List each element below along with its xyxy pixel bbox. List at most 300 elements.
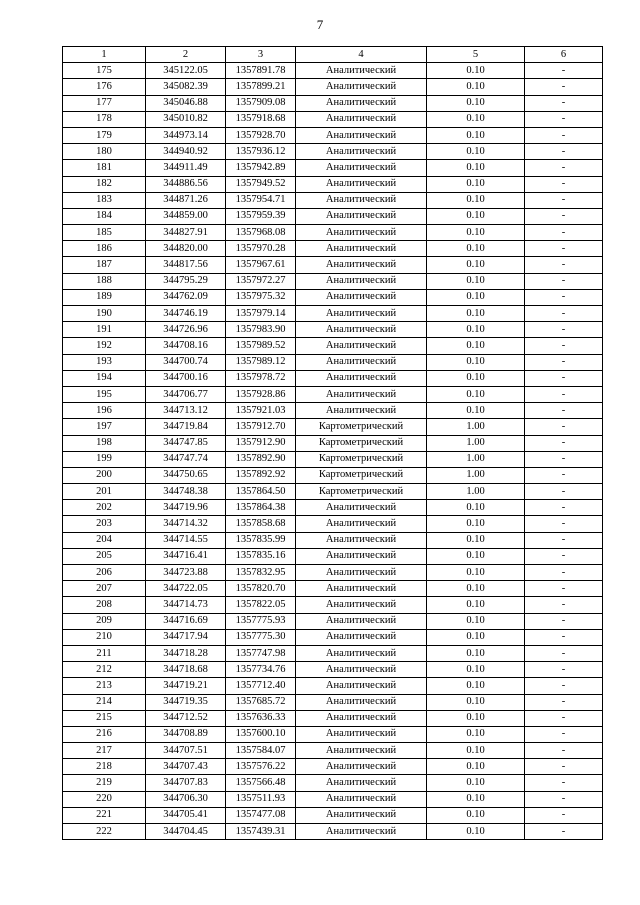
cell-accuracy: 0.10 xyxy=(427,548,525,564)
cell-method: Аналитический xyxy=(296,710,427,726)
cell-method: Аналитический xyxy=(296,775,427,791)
cell-accuracy: 0.10 xyxy=(427,257,525,273)
cell-point-number: 189 xyxy=(63,289,146,305)
cell-method: Аналитический xyxy=(296,678,427,694)
cell-accuracy: 0.10 xyxy=(427,581,525,597)
cell-accuracy: 0.10 xyxy=(427,176,525,192)
cell-method: Аналитический xyxy=(296,500,427,516)
cell-coord-y: 1357835.99 xyxy=(226,532,296,548)
table-row xyxy=(63,208,603,224)
cell-accuracy: 0.10 xyxy=(427,144,525,160)
cell-coord-y: 1357892.92 xyxy=(226,467,296,483)
cell-point-number: 203 xyxy=(63,516,146,532)
table-row xyxy=(63,338,603,354)
cell-method: Аналитический xyxy=(296,322,427,338)
header-row xyxy=(63,47,603,63)
table-row xyxy=(63,370,603,386)
cell-coord-y: 1357928.70 xyxy=(226,127,296,143)
cell-coord-x: 344716.69 xyxy=(146,613,226,629)
cell-point-number: 213 xyxy=(63,678,146,694)
cell-note: - xyxy=(525,338,603,354)
cell-coord-y: 1357775.30 xyxy=(226,629,296,645)
cell-point-number: 205 xyxy=(63,548,146,564)
cell-accuracy: 0.10 xyxy=(427,241,525,257)
cell-coord-y: 1357600.10 xyxy=(226,726,296,742)
cell-point-number: 207 xyxy=(63,581,146,597)
cell-note: - xyxy=(525,710,603,726)
cell-coord-x: 345010.82 xyxy=(146,111,226,127)
table-row xyxy=(63,581,603,597)
cell-note: - xyxy=(525,370,603,386)
cell-coord-y: 1357989.52 xyxy=(226,338,296,354)
cell-coord-x: 344714.55 xyxy=(146,532,226,548)
table-row xyxy=(63,111,603,127)
cell-point-number: 185 xyxy=(63,225,146,241)
cell-coord-x: 344705.41 xyxy=(146,807,226,823)
cell-coord-y: 1357747.98 xyxy=(226,645,296,661)
cell-point-number: 212 xyxy=(63,662,146,678)
cell-method: Аналитический xyxy=(296,306,427,322)
cell-accuracy: 0.10 xyxy=(427,645,525,661)
cell-note: - xyxy=(525,386,603,402)
cell-method: Аналитический xyxy=(296,726,427,742)
cell-note: - xyxy=(525,775,603,791)
cell-point-number: 179 xyxy=(63,127,146,143)
table-row xyxy=(63,743,603,759)
table-row xyxy=(63,176,603,192)
table-row xyxy=(63,419,603,435)
cell-coord-x: 344719.84 xyxy=(146,419,226,435)
cell-note: - xyxy=(525,726,603,742)
cell-coord-y: 1357636.33 xyxy=(226,710,296,726)
cell-coord-x: 344859.00 xyxy=(146,208,226,224)
cell-accuracy: 0.10 xyxy=(427,192,525,208)
cell-coord-x: 344717.94 xyxy=(146,629,226,645)
cell-method: Аналитический xyxy=(296,581,427,597)
cell-method: Аналитический xyxy=(296,289,427,305)
cell-coord-x: 344871.26 xyxy=(146,192,226,208)
cell-point-number: 181 xyxy=(63,160,146,176)
cell-accuracy: 0.10 xyxy=(427,95,525,111)
cell-coord-x: 344719.35 xyxy=(146,694,226,710)
header-cell-3: 3 xyxy=(226,47,296,63)
cell-accuracy: 0.10 xyxy=(427,775,525,791)
cell-coord-y: 1357928.86 xyxy=(226,386,296,402)
cell-coord-x: 344886.56 xyxy=(146,176,226,192)
table-row xyxy=(63,645,603,661)
cell-method: Аналитический xyxy=(296,743,427,759)
cell-method: Аналитический xyxy=(296,208,427,224)
cell-point-number: 218 xyxy=(63,759,146,775)
cell-note: - xyxy=(525,403,603,419)
cell-accuracy: 0.10 xyxy=(427,225,525,241)
coordinates-table xyxy=(62,46,603,840)
table-row xyxy=(63,63,603,79)
cell-coord-y: 1357909.08 xyxy=(226,95,296,111)
cell-coord-y: 1357954.71 xyxy=(226,192,296,208)
cell-point-number: 191 xyxy=(63,322,146,338)
cell-accuracy: 0.10 xyxy=(427,322,525,338)
cell-coord-y: 1357734.76 xyxy=(226,662,296,678)
cell-point-number: 220 xyxy=(63,791,146,807)
cell-point-number: 215 xyxy=(63,710,146,726)
cell-accuracy: 0.10 xyxy=(427,597,525,613)
cell-accuracy: 1.00 xyxy=(427,467,525,483)
table-row xyxy=(63,354,603,370)
cell-note: - xyxy=(525,354,603,370)
cell-point-number: 210 xyxy=(63,629,146,645)
cell-note: - xyxy=(525,565,603,581)
cell-note: - xyxy=(525,548,603,564)
cell-coord-y: 1357891.78 xyxy=(226,63,296,79)
table-row xyxy=(63,662,603,678)
cell-note: - xyxy=(525,759,603,775)
table-row xyxy=(63,160,603,176)
cell-note: - xyxy=(525,95,603,111)
table-row xyxy=(63,775,603,791)
cell-coord-y: 1357949.52 xyxy=(226,176,296,192)
cell-point-number: 202 xyxy=(63,500,146,516)
table-row xyxy=(63,484,603,500)
cell-accuracy: 0.10 xyxy=(427,613,525,629)
cell-accuracy: 0.10 xyxy=(427,160,525,176)
cell-coord-y: 1357864.38 xyxy=(226,500,296,516)
cell-method: Аналитический xyxy=(296,565,427,581)
cell-coord-y: 1357970.28 xyxy=(226,241,296,257)
cell-method: Аналитический xyxy=(296,354,427,370)
cell-accuracy: 0.10 xyxy=(427,111,525,127)
cell-coord-x: 344708.89 xyxy=(146,726,226,742)
cell-point-number: 201 xyxy=(63,484,146,500)
cell-accuracy: 0.10 xyxy=(427,338,525,354)
cell-accuracy: 0.10 xyxy=(427,79,525,95)
table-row xyxy=(63,613,603,629)
cell-point-number: 197 xyxy=(63,419,146,435)
cell-point-number: 204 xyxy=(63,532,146,548)
cell-note: - xyxy=(525,532,603,548)
cell-coord-x: 344713.12 xyxy=(146,403,226,419)
page-number: 7 xyxy=(316,17,324,32)
cell-method: Аналитический xyxy=(296,257,427,273)
cell-point-number: 211 xyxy=(63,645,146,661)
cell-method: Аналитический xyxy=(296,824,427,840)
cell-coord-x: 344714.32 xyxy=(146,516,226,532)
table-body xyxy=(63,63,603,840)
cell-method: Аналитический xyxy=(296,516,427,532)
cell-accuracy: 0.10 xyxy=(427,743,525,759)
cell-coord-y: 1357712.40 xyxy=(226,678,296,694)
cell-point-number: 217 xyxy=(63,743,146,759)
cell-coord-x: 344718.68 xyxy=(146,662,226,678)
cell-accuracy: 1.00 xyxy=(427,419,525,435)
cell-point-number: 222 xyxy=(63,824,146,840)
cell-method: Аналитический xyxy=(296,241,427,257)
cell-method: Картометрический xyxy=(296,435,427,451)
cell-method: Аналитический xyxy=(296,127,427,143)
cell-coord-y: 1357921.03 xyxy=(226,403,296,419)
cell-point-number: 219 xyxy=(63,775,146,791)
table-row xyxy=(63,322,603,338)
cell-note: - xyxy=(525,144,603,160)
cell-point-number: 221 xyxy=(63,807,146,823)
cell-note: - xyxy=(525,516,603,532)
cell-method: Аналитический xyxy=(296,791,427,807)
table-row xyxy=(63,726,603,742)
cell-note: - xyxy=(525,629,603,645)
table-row xyxy=(63,516,603,532)
cell-method: Аналитический xyxy=(296,176,427,192)
cell-note: - xyxy=(525,597,603,613)
table-row xyxy=(63,257,603,273)
table-row xyxy=(63,225,603,241)
cell-note: - xyxy=(525,160,603,176)
cell-coord-y: 1357477.08 xyxy=(226,807,296,823)
cell-point-number: 199 xyxy=(63,451,146,467)
cell-coord-x: 344719.21 xyxy=(146,678,226,694)
cell-method: Аналитический xyxy=(296,613,427,629)
cell-coord-y: 1357912.70 xyxy=(226,419,296,435)
cell-point-number: 177 xyxy=(63,95,146,111)
cell-method: Аналитический xyxy=(296,111,427,127)
cell-point-number: 208 xyxy=(63,597,146,613)
cell-coord-x: 344747.85 xyxy=(146,435,226,451)
cell-note: - xyxy=(525,208,603,224)
header-cell-2: 2 xyxy=(146,47,226,63)
cell-coord-x: 344712.52 xyxy=(146,710,226,726)
cell-coord-x: 344716.41 xyxy=(146,548,226,564)
cell-coord-y: 1357918.68 xyxy=(226,111,296,127)
cell-point-number: 195 xyxy=(63,386,146,402)
cell-coord-x: 344817.56 xyxy=(146,257,226,273)
cell-note: - xyxy=(525,451,603,467)
cell-method: Аналитический xyxy=(296,386,427,402)
cell-coord-x: 345046.88 xyxy=(146,95,226,111)
cell-accuracy: 0.10 xyxy=(427,532,525,548)
cell-method: Аналитический xyxy=(296,662,427,678)
cell-point-number: 184 xyxy=(63,208,146,224)
cell-point-number: 183 xyxy=(63,192,146,208)
cell-accuracy: 0.10 xyxy=(427,726,525,742)
cell-coord-x: 344714.73 xyxy=(146,597,226,613)
cell-coord-y: 1357989.12 xyxy=(226,354,296,370)
header-cell-5: 5 xyxy=(427,47,525,63)
cell-method: Аналитический xyxy=(296,597,427,613)
cell-coord-x: 344722.05 xyxy=(146,581,226,597)
cell-point-number: 196 xyxy=(63,403,146,419)
cell-coord-y: 1357983.90 xyxy=(226,322,296,338)
cell-point-number: 194 xyxy=(63,370,146,386)
cell-accuracy: 0.10 xyxy=(427,824,525,840)
cell-coord-y: 1357511.93 xyxy=(226,791,296,807)
cell-coord-x: 344940.92 xyxy=(146,144,226,160)
cell-point-number: 186 xyxy=(63,241,146,257)
table-row xyxy=(63,532,603,548)
cell-method: Аналитический xyxy=(296,403,427,419)
table-row xyxy=(63,289,603,305)
cell-coord-x: 344726.96 xyxy=(146,322,226,338)
cell-accuracy: 0.10 xyxy=(427,565,525,581)
cell-coord-y: 1357942.89 xyxy=(226,160,296,176)
cell-method: Аналитический xyxy=(296,160,427,176)
cell-coord-y: 1357864.50 xyxy=(226,484,296,500)
cell-point-number: 200 xyxy=(63,467,146,483)
cell-method: Аналитический xyxy=(296,79,427,95)
cell-note: - xyxy=(525,257,603,273)
cell-note: - xyxy=(525,79,603,95)
cell-note: - xyxy=(525,322,603,338)
cell-accuracy: 0.10 xyxy=(427,306,525,322)
cell-accuracy: 0.10 xyxy=(427,273,525,289)
table-row xyxy=(63,629,603,645)
cell-method: Аналитический xyxy=(296,273,427,289)
cell-coord-x: 344700.16 xyxy=(146,370,226,386)
table-row xyxy=(63,467,603,483)
table-row xyxy=(63,759,603,775)
cell-coord-y: 1357978.72 xyxy=(226,370,296,386)
cell-note: - xyxy=(525,613,603,629)
cell-coord-x: 344706.77 xyxy=(146,386,226,402)
cell-accuracy: 0.10 xyxy=(427,354,525,370)
cell-accuracy: 0.10 xyxy=(427,208,525,224)
cell-coord-y: 1357975.32 xyxy=(226,289,296,305)
cell-method: Аналитический xyxy=(296,694,427,710)
cell-coord-x: 344746.19 xyxy=(146,306,226,322)
cell-note: - xyxy=(525,743,603,759)
cell-accuracy: 0.10 xyxy=(427,694,525,710)
cell-method: Аналитический xyxy=(296,759,427,775)
cell-point-number: 192 xyxy=(63,338,146,354)
header-cell-4: 4 xyxy=(296,47,427,63)
cell-method: Аналитический xyxy=(296,95,427,111)
cell-coord-y: 1357835.16 xyxy=(226,548,296,564)
cell-point-number: 188 xyxy=(63,273,146,289)
cell-point-number: 190 xyxy=(63,306,146,322)
cell-coord-y: 1357968.08 xyxy=(226,225,296,241)
cell-coord-x: 344707.51 xyxy=(146,743,226,759)
table-row xyxy=(63,500,603,516)
cell-note: - xyxy=(525,824,603,840)
cell-coord-x: 344750.65 xyxy=(146,467,226,483)
header-cell-1: 1 xyxy=(63,47,146,63)
cell-method: Аналитический xyxy=(296,338,427,354)
cell-note: - xyxy=(525,192,603,208)
cell-method: Аналитический xyxy=(296,548,427,564)
table-row xyxy=(63,306,603,322)
cell-accuracy: 0.10 xyxy=(427,500,525,516)
cell-point-number: 198 xyxy=(63,435,146,451)
table-row xyxy=(63,451,603,467)
cell-note: - xyxy=(525,678,603,694)
table-row xyxy=(63,548,603,564)
cell-note: - xyxy=(525,435,603,451)
cell-coord-y: 1357775.93 xyxy=(226,613,296,629)
table-row xyxy=(63,386,603,402)
cell-coord-x: 344911.49 xyxy=(146,160,226,176)
cell-coord-x: 344723.88 xyxy=(146,565,226,581)
cell-coord-y: 1357899.21 xyxy=(226,79,296,95)
cell-coord-y: 1357584.07 xyxy=(226,743,296,759)
cell-coord-x: 344704.45 xyxy=(146,824,226,840)
cell-point-number: 214 xyxy=(63,694,146,710)
cell-point-number: 175 xyxy=(63,63,146,79)
table-row xyxy=(63,144,603,160)
cell-coord-x: 344795.29 xyxy=(146,273,226,289)
cell-point-number: 182 xyxy=(63,176,146,192)
cell-note: - xyxy=(525,225,603,241)
cell-accuracy: 0.10 xyxy=(427,759,525,775)
cell-note: - xyxy=(525,484,603,500)
cell-note: - xyxy=(525,467,603,483)
cell-coord-y: 1357820.70 xyxy=(226,581,296,597)
cell-coord-x: 344719.96 xyxy=(146,500,226,516)
cell-note: - xyxy=(525,419,603,435)
cell-coord-y: 1357576.22 xyxy=(226,759,296,775)
cell-coord-y: 1357822.05 xyxy=(226,597,296,613)
cell-note: - xyxy=(525,241,603,257)
header-cell-6: 6 xyxy=(525,47,603,63)
cell-accuracy: 0.10 xyxy=(427,662,525,678)
cell-coord-y: 1357858.68 xyxy=(226,516,296,532)
table-row xyxy=(63,694,603,710)
cell-note: - xyxy=(525,807,603,823)
table-row xyxy=(63,710,603,726)
table-row xyxy=(63,824,603,840)
cell-accuracy: 0.10 xyxy=(427,127,525,143)
cell-point-number: 187 xyxy=(63,257,146,273)
cell-method: Аналитический xyxy=(296,63,427,79)
cell-accuracy: 0.10 xyxy=(427,629,525,645)
cell-accuracy: 1.00 xyxy=(427,484,525,500)
cell-accuracy: 0.10 xyxy=(427,807,525,823)
cell-accuracy: 0.10 xyxy=(427,678,525,694)
table-row xyxy=(63,79,603,95)
table-row xyxy=(63,565,603,581)
table-header xyxy=(63,47,603,63)
cell-note: - xyxy=(525,127,603,143)
cell-method: Аналитический xyxy=(296,144,427,160)
cell-coord-y: 1357566.48 xyxy=(226,775,296,791)
cell-coord-x: 344748.38 xyxy=(146,484,226,500)
cell-note: - xyxy=(525,63,603,79)
cell-accuracy: 0.10 xyxy=(427,370,525,386)
cell-accuracy: 1.00 xyxy=(427,451,525,467)
cell-method: Аналитический xyxy=(296,370,427,386)
table-row xyxy=(63,807,603,823)
cell-coord-y: 1357439.31 xyxy=(226,824,296,840)
cell-note: - xyxy=(525,662,603,678)
cell-method: Картометрический xyxy=(296,467,427,483)
cell-point-number: 176 xyxy=(63,79,146,95)
table-row xyxy=(63,241,603,257)
cell-point-number: 178 xyxy=(63,111,146,127)
cell-coord-y: 1357972.27 xyxy=(226,273,296,289)
cell-coord-x: 344707.43 xyxy=(146,759,226,775)
cell-point-number: 209 xyxy=(63,613,146,629)
cell-point-number: 180 xyxy=(63,144,146,160)
cell-accuracy: 0.10 xyxy=(427,403,525,419)
table-row xyxy=(63,678,603,694)
cell-note: - xyxy=(525,306,603,322)
table-row xyxy=(63,435,603,451)
cell-accuracy: 0.10 xyxy=(427,516,525,532)
cell-coord-x: 344747.74 xyxy=(146,451,226,467)
cell-coord-x: 344706.30 xyxy=(146,791,226,807)
cell-coord-x: 344973.14 xyxy=(146,127,226,143)
cell-note: - xyxy=(525,791,603,807)
table-row xyxy=(63,127,603,143)
cell-coord-x: 345082.39 xyxy=(146,79,226,95)
table-row xyxy=(63,192,603,208)
